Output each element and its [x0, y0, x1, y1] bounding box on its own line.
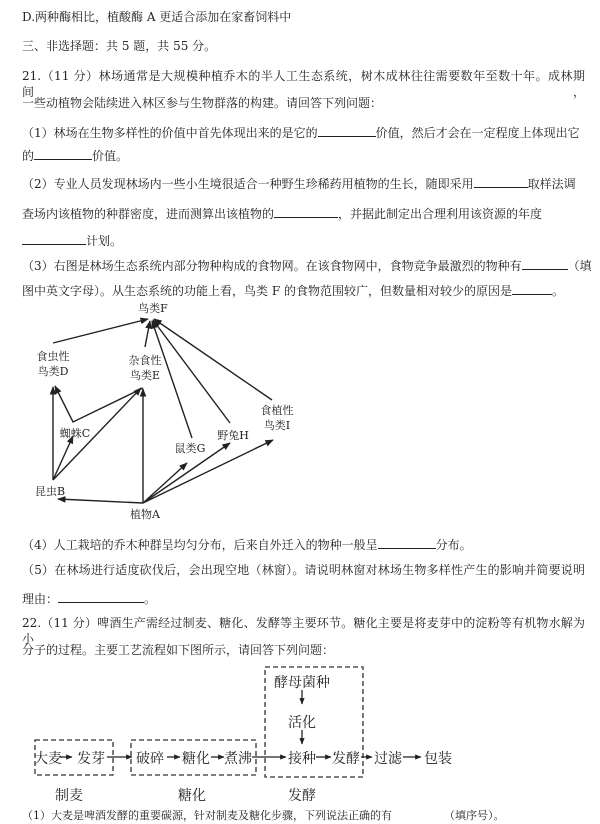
text: （填序号）。: [444, 809, 505, 822]
text: 理由：: [22, 592, 59, 606]
option-d: D.两种酶相比，植酸酶 A 更适合添加在家畜饲料中: [22, 10, 292, 24]
node-b: 昆虫B: [34, 485, 66, 498]
step-boil: 煮沸: [224, 751, 252, 767]
step-germinate: 发芽: [77, 751, 105, 767]
q22-part1: [22, 808, 505, 824]
q21-part5: （5）在林场进行适度砍伐后，会出现空地（林窗）。请说明林窗对林场生物多样性产生的影响并简要说明: [22, 563, 585, 577]
step-crush: 破碎: [136, 751, 164, 767]
section-heading: 三、非选择题：共 5 题，共 55 分。: [22, 39, 217, 53]
text: （4）人工栽培的乔木种群呈均匀分布，后来自外迁入的物种一般呈: [22, 538, 378, 552]
answer-blank[interactable]: [58, 590, 144, 603]
q21-part2-cont: [22, 205, 542, 222]
stage-malting: 制麦: [55, 788, 83, 804]
answer-blank[interactable]: [522, 257, 568, 270]
text: （1）大麦是啤酒发酵的重要碳源，针对制麦及糖化步骤，下列说法正确的有: [22, 809, 392, 822]
q21-part2-cont2: [22, 232, 122, 249]
node-c: 蜘蛛C: [59, 427, 91, 440]
step-package: 包装: [424, 751, 452, 767]
text: 。: [144, 592, 157, 606]
node-d: 食虫性: [36, 350, 70, 363]
step-yeast: 酵母菌种: [274, 675, 330, 691]
arrow-h-f: [153, 320, 230, 423]
text: 的: [22, 149, 35, 163]
answer-blank[interactable]: [22, 232, 86, 245]
text: 查场内该植物的种群密度，进而测算出该植物的: [22, 207, 275, 221]
arrow-c-d-e: [55, 386, 143, 422]
node-g: 鼠类G: [174, 442, 206, 455]
text: 分布。: [435, 538, 472, 552]
node-f: 鸟类F: [138, 302, 168, 315]
q22-stem-line2: 分子的过程。主要工艺流程如下图所示，请回答下列问题：: [22, 643, 335, 657]
q21-part4: [22, 536, 472, 553]
answer-blank[interactable]: [34, 147, 92, 160]
text: （填: [567, 259, 592, 273]
text: 计划。: [86, 234, 123, 248]
q22-stem-line1: 22.（11 分）啤酒生产需经过制麦、糖化、发酵等主要环节。糖化主要是将麦芽中的淀粉等有机物水解为小: [22, 616, 585, 646]
node-a: 植物A: [130, 508, 160, 521]
node-e: 杂食性: [128, 354, 162, 367]
beer-process-flowchart: [0, 660, 600, 810]
text: （1）林场在生物多样性的价值中首先体现出来的是它的: [22, 126, 318, 140]
text: 。: [551, 284, 564, 298]
answer-blank[interactable]: [512, 282, 552, 295]
q21-part5-cont: [22, 590, 156, 607]
q21-part3: [22, 257, 592, 274]
q21-stem-line1: 21.（11 分）林场通常是大规模种植乔木的半人工生态系统，树木成林往往需要数年至数十年。成林期间，: [22, 69, 585, 99]
arrow-b-c: [53, 436, 73, 480]
arrow-a-b: [58, 499, 143, 503]
step-inoculate: 接种: [288, 751, 316, 767]
q21-part1: [22, 124, 580, 141]
node-i: 食植性: [260, 404, 294, 417]
step-barley: 大麦: [34, 751, 62, 767]
arrow-e-f: [145, 321, 150, 347]
answer-blank[interactable]: [274, 205, 338, 218]
step-saccharify: 糖化: [182, 751, 210, 767]
answer-blank[interactable]: [474, 175, 528, 188]
node-i: 鸟类I: [263, 419, 291, 432]
text: 取样法调: [527, 177, 576, 191]
node-e: 鸟类E: [129, 369, 161, 382]
q21-part1-cont: [22, 147, 128, 164]
node-h: 野兔H: [217, 429, 249, 442]
arrow-i-f: [154, 319, 272, 400]
q21-part2: [22, 175, 576, 192]
q21-stem-line2: 一些动植物会陆续进入林区参与生物群落的构建。请回答下列问题：: [22, 96, 383, 110]
node-d: 鸟类D: [37, 365, 69, 378]
stage-saccharification: 糖化: [178, 788, 206, 804]
arrow-a-i: [143, 440, 273, 503]
text: （3）右图是林场生态系统内部分物种构成的食物网。在该食物网中，食物竞争最激烈的物种有: [22, 259, 522, 273]
step-ferment: 发酵: [332, 751, 360, 767]
arrow-d-f: [53, 319, 148, 343]
food-web-diagram: [0, 295, 320, 525]
stage-fermentation: 发酵: [288, 788, 316, 804]
text: ，并据此制定出合理利用该资源的年度: [338, 207, 543, 221]
answer-blank[interactable]: [318, 124, 376, 137]
text: 价值。: [92, 149, 129, 163]
text: 价值，然后才会在一定程度上体现出它: [375, 126, 580, 140]
step-activate: 活化: [288, 715, 316, 731]
step-filter: 过滤: [374, 751, 402, 767]
text: （2）专业人员发现林场内一些小生境很适合一种野生珍稀药用植物的生长，随即采用: [22, 177, 474, 191]
arrow-a-g: [143, 463, 187, 503]
text: 图中英文字母）。从生态系统的功能上看，鸟类 F 的食物范围较广，但数量相对较少的原因是: [22, 284, 512, 298]
answer-blank[interactable]: [378, 536, 436, 549]
